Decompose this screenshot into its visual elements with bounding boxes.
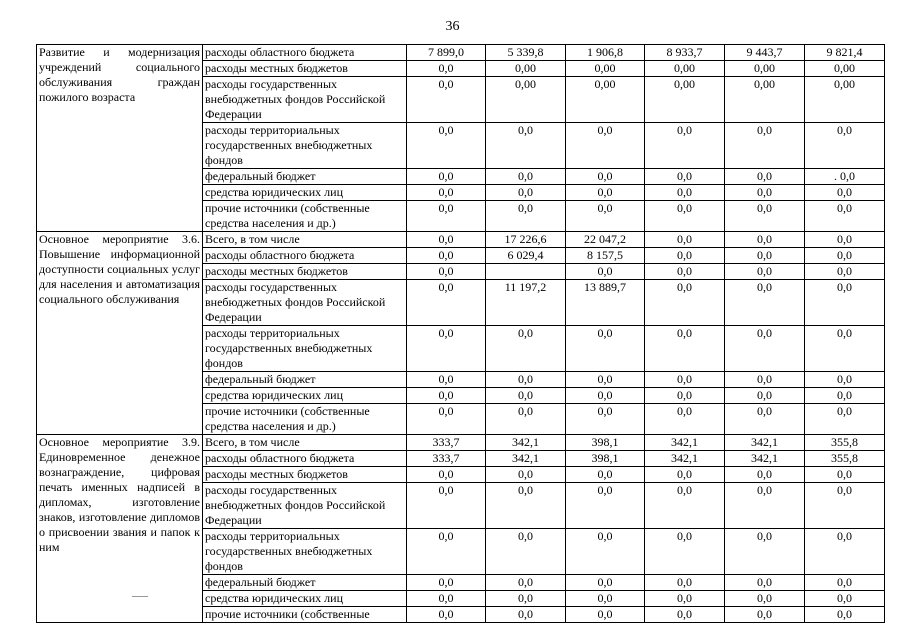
funding-source-cell: расходы областного бюджета [203, 45, 407, 61]
amount-cell: 0,0 [566, 264, 645, 280]
amount-cell: 0,0 [486, 467, 566, 483]
amount-cell: 0,0 [725, 467, 805, 483]
funding-source-cell: федеральный бюджет [203, 169, 407, 185]
amount-cell: 0,0 [407, 404, 486, 435]
amount-cell: 0,0 [486, 201, 566, 232]
amount-cell: 0,00 [486, 77, 566, 123]
amount-cell: 333,7 [407, 451, 486, 467]
amount-cell: 0,0 [407, 61, 486, 77]
table-row [37, 45, 885, 61]
amount-cell: 0,0 [645, 483, 725, 529]
amount-cell: 0,0 [805, 264, 885, 280]
amount-cell: 8 157,5 [566, 248, 645, 264]
amount-cell: 0,0 [566, 326, 645, 372]
amount-cell: 0,0 [407, 264, 486, 280]
amount-cell: 342,1 [486, 451, 566, 467]
amount-cell: 0,0 [407, 529, 486, 575]
amount-cell: 9 821,4 [805, 45, 885, 61]
funding-source-cell: расходы государственных внебюджетных фондов Российской Федерации [203, 483, 407, 529]
amount-cell: 0,0 [407, 483, 486, 529]
amount-cell: 0,00 [725, 77, 805, 123]
amount-cell: 0,0 [486, 185, 566, 201]
table-body [37, 45, 885, 623]
budget-table [36, 44, 885, 623]
funding-source-cell: федеральный бюджет [203, 575, 407, 591]
amount-cell: 0,0 [407, 575, 486, 591]
amount-cell: 0,0 [566, 388, 645, 404]
amount-cell: 0,0 [645, 372, 725, 388]
amount-cell: 0,0 [725, 404, 805, 435]
amount-cell: 0,0 [805, 280, 885, 326]
amount-cell: 342,1 [645, 435, 725, 451]
amount-cell: 0,0 [805, 467, 885, 483]
amount-cell: 0,0 [486, 404, 566, 435]
amount-cell: 0,0 [725, 280, 805, 326]
amount-cell: 0,0 [725, 483, 805, 529]
amount-cell: 0,0 [407, 607, 486, 623]
amount-cell: 13 889,7 [566, 280, 645, 326]
amount-cell: 0,0 [805, 185, 885, 201]
amount-cell: 0,0 [566, 575, 645, 591]
amount-cell: 0,0 [725, 607, 805, 623]
amount-cell: 22 047,2 [566, 232, 645, 248]
funding-source-cell: расходы территориальных государственных внебюджетных фондов [203, 123, 407, 169]
amount-cell: 0,0 [645, 404, 725, 435]
amount-cell: 0,0 [486, 169, 566, 185]
amount-cell: 9 443,7 [725, 45, 805, 61]
amount-cell: 0,0 [486, 575, 566, 591]
funding-source-cell: расходы местных бюджетов [203, 61, 407, 77]
amount-cell: 0,0 [645, 169, 725, 185]
amount-cell: 0,0 [805, 483, 885, 529]
amount-cell: 0,0 [725, 388, 805, 404]
funding-source-cell: прочие источники (собственные [203, 607, 407, 623]
amount-cell: 0,00 [566, 77, 645, 123]
amount-cell: 0,0 [407, 591, 486, 607]
funding-source-cell: расходы местных бюджетов [203, 264, 407, 280]
amount-cell: 0,0 [566, 467, 645, 483]
amount-cell: 0,0 [486, 326, 566, 372]
amount-cell: 0,00 [645, 77, 725, 123]
amount-cell: 342,1 [486, 435, 566, 451]
amount-cell: 0,0 [805, 326, 885, 372]
amount-cell: 0,0 [645, 280, 725, 326]
amount-cell: 0,0 [407, 232, 486, 248]
amount-cell: 0,0 [645, 248, 725, 264]
amount-cell: 0,0 [566, 529, 645, 575]
amount-cell: 0,0 [645, 201, 725, 232]
amount-cell: 7 899,0 [407, 45, 486, 61]
amount-cell: 333,7 [407, 435, 486, 451]
amount-cell: 0,0 [407, 201, 486, 232]
funding-source-cell: расходы государственных внебюджетных фондов Российской Федерации [203, 77, 407, 123]
amount-cell: 11 197,2 [486, 280, 566, 326]
amount-cell: 0,0 [566, 372, 645, 388]
amount-cell: 0,0 [566, 591, 645, 607]
amount-cell: 398,1 [566, 435, 645, 451]
amount-cell: 0,0 [725, 575, 805, 591]
amount-cell: 342,1 [725, 451, 805, 467]
amount-cell: 0,0 [805, 404, 885, 435]
amount-cell: 0,0 [805, 248, 885, 264]
amount-cell: 0,0 [725, 185, 805, 201]
table-row [37, 435, 885, 451]
amount-cell: 0,0 [486, 483, 566, 529]
amount-cell: 0,0 [486, 372, 566, 388]
amount-cell: 0,0 [725, 529, 805, 575]
funding-source-cell: расходы областного бюджета [203, 248, 407, 264]
amount-cell: 0,0 [725, 201, 805, 232]
amount-cell: 0,00 [805, 77, 885, 123]
amount-cell: 0,0 [805, 388, 885, 404]
amount-cell: 0,0 [645, 607, 725, 623]
amount-cell: 0,0 [725, 326, 805, 372]
page-number: 36 [445, 19, 460, 34]
funding-source-cell: расходы областного бюджета [203, 451, 407, 467]
scan-mark [132, 596, 148, 597]
amount-cell: 17 226,6 [486, 232, 566, 248]
amount-cell: 0,0 [645, 388, 725, 404]
amount-cell: 0,00 [725, 61, 805, 77]
amount-cell: 355,8 [805, 435, 885, 451]
amount-cell: 0,0 [725, 248, 805, 264]
amount-cell: 0,0 [407, 248, 486, 264]
amount-cell: 0,0 [486, 529, 566, 575]
amount-cell: 5 339,8 [486, 45, 566, 61]
funding-source-cell: средства юридических лиц [203, 388, 407, 404]
amount-cell: 0,0 [725, 591, 805, 607]
amount-cell: 0,0 [645, 185, 725, 201]
program-item-cell: Основное мероприятие 3.6. Повышение информационной доступности социальных услуг для населения и автоматизация социального обслуживания [37, 232, 203, 435]
amount-cell: 1 906,8 [566, 45, 645, 61]
amount-cell: 0,0 [566, 123, 645, 169]
amount-cell: 0,0 [805, 201, 885, 232]
funding-source-cell: Всего, в том числе [203, 435, 407, 451]
funding-source-cell: прочие источники (собственные средства населения и др.) [203, 404, 407, 435]
amount-cell: 6 029,4 [486, 248, 566, 264]
amount-cell: 0,0 [486, 123, 566, 169]
funding-source-cell: расходы местных бюджетов [203, 467, 407, 483]
amount-cell: 0,00 [486, 61, 566, 77]
amount-cell: 0,0 [407, 169, 486, 185]
amount-cell: . 0,0 [805, 169, 885, 185]
program-item-cell: Основное мероприятие 3.9. Единовременное денежное вознаграждение, цифровая печать именных надписей в дипломах, изготовление знаков, изготовление дипломов о присвоении звания и папок к ним [37, 435, 203, 623]
amount-cell: 0,0 [566, 404, 645, 435]
amount-cell: 0,0 [725, 264, 805, 280]
amount-cell: 0,0 [645, 575, 725, 591]
amount-cell: 0,0 [407, 467, 486, 483]
amount-cell: 0,0 [805, 372, 885, 388]
amount-cell: 0,0 [486, 591, 566, 607]
funding-source-cell: расходы территориальных государственных внебюджетных фондов [203, 529, 407, 575]
amount-cell: 0,0 [486, 388, 566, 404]
amount-cell: 355,8 [805, 451, 885, 467]
amount-cell: 0,0 [407, 123, 486, 169]
amount-cell: 0,0 [407, 372, 486, 388]
amount-cell: 8 933,7 [645, 45, 725, 61]
program-item-cell: Развитие и модернизация учреждений социального обслуживания граждан пожилого возраста [37, 45, 203, 232]
amount-cell: 0,00 [645, 61, 725, 77]
amount-cell: 0,0 [805, 232, 885, 248]
amount-cell: 0,0 [566, 185, 645, 201]
amount-cell: 0,0 [486, 607, 566, 623]
amount-cell: 0,0 [725, 123, 805, 169]
amount-cell: 0,0 [566, 169, 645, 185]
amount-cell: 0,0 [645, 232, 725, 248]
amount-cell: 0,0 [645, 467, 725, 483]
funding-source-cell: расходы государственных внебюджетных фондов Российской Федерации [203, 280, 407, 326]
amount-cell: 0,0 [725, 169, 805, 185]
amount-cell: 0,0 [645, 591, 725, 607]
amount-cell: 0,0 [645, 123, 725, 169]
funding-source-cell: Всего, в том числе [203, 232, 407, 248]
amount-cell: 0,0 [805, 123, 885, 169]
amount-cell: 398,1 [566, 451, 645, 467]
amount-cell: 342,1 [725, 435, 805, 451]
amount-cell: 0,00 [566, 61, 645, 77]
funding-source-cell: средства юридических лиц [203, 185, 407, 201]
amount-cell: 0,0 [725, 372, 805, 388]
amount-cell: 0,0 [407, 77, 486, 123]
amount-cell: 0,0 [805, 591, 885, 607]
funding-source-cell: расходы территориальных государственных внебюджетных фондов [203, 326, 407, 372]
amount-cell: 0,0 [645, 264, 725, 280]
amount-cell: 0,0 [566, 483, 645, 529]
amount-cell: 0,0 [805, 575, 885, 591]
amount-cell: 0,0 [566, 607, 645, 623]
amount-cell: 342,1 [645, 451, 725, 467]
amount-cell: 0,0 [566, 201, 645, 232]
amount-cell: 0,00 [805, 61, 885, 77]
amount-cell: 0,0 [407, 388, 486, 404]
amount-cell: 0,0 [725, 232, 805, 248]
table-row [37, 232, 885, 248]
amount-cell: 0,0 [407, 280, 486, 326]
amount-cell: 0,0 [645, 326, 725, 372]
amount-cell: 0,0 [805, 529, 885, 575]
amount-cell: 0,0 [407, 326, 486, 372]
amount-cell [486, 264, 566, 280]
amount-cell: 0,0 [407, 185, 486, 201]
amount-cell: 0,0 [805, 607, 885, 623]
funding-source-cell: прочие источники (собственные средства населения и др.) [203, 201, 407, 232]
funding-source-cell: федеральный бюджет [203, 372, 407, 388]
amount-cell: 0,0 [645, 529, 725, 575]
funding-source-cell: средства юридических лиц [203, 591, 407, 607]
